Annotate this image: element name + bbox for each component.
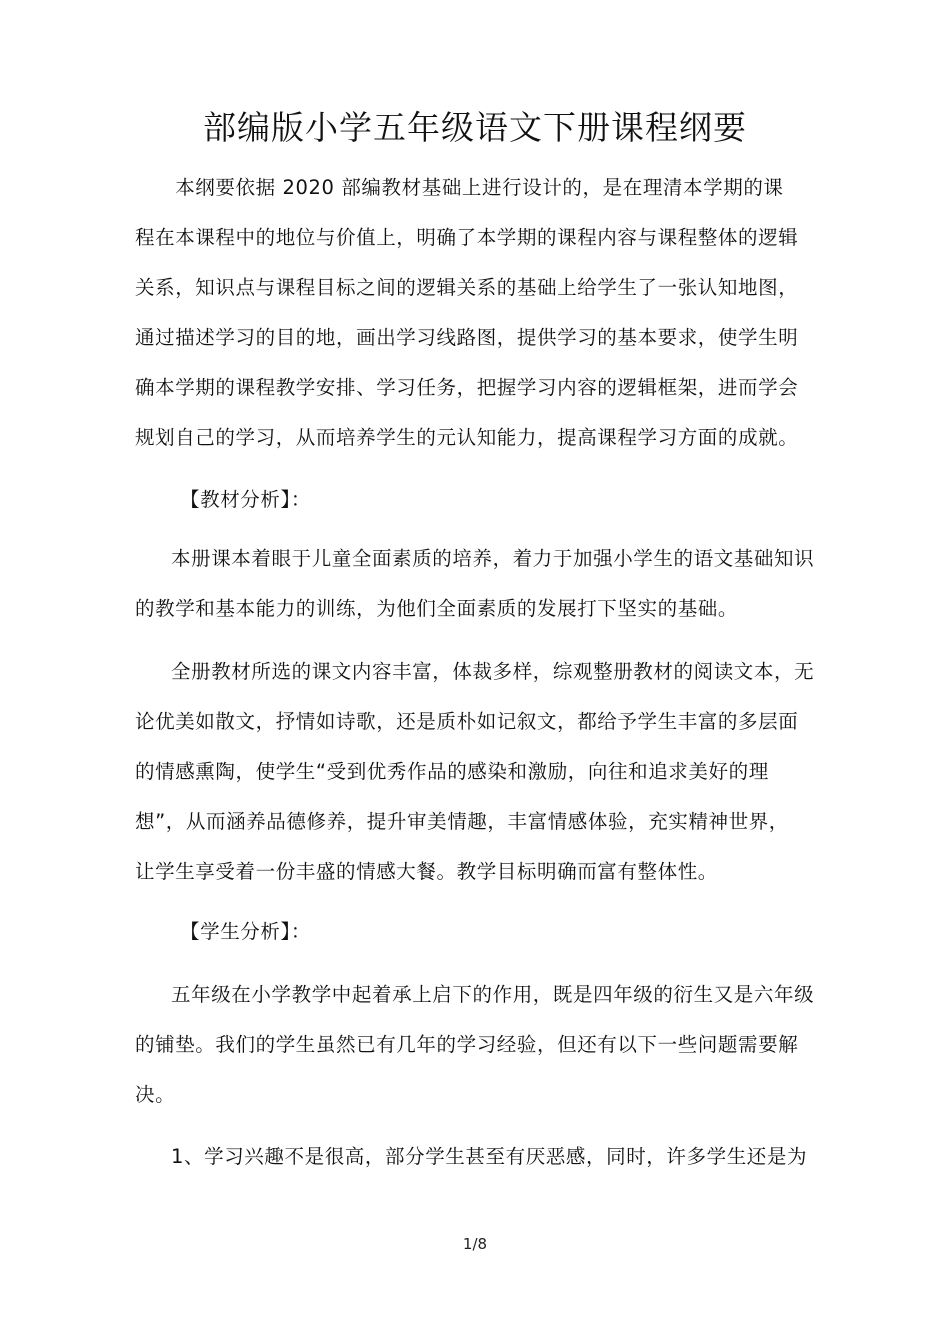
student-analysis-paragraph-1 [135, 970, 825, 1120]
section-heading-textbook-analysis: 【教材分析】： [180, 488, 311, 511]
intro-line: 本纲要依据 2020 部编教材基础上进行设计的，是在理清本学期的课 [135, 176, 784, 199]
paragraph-line: 的铺垫。我们的学生虽然已有几年的学习经验，但还有以下一些问题需要解 [135, 1033, 799, 1056]
intro-paragraph [135, 163, 825, 463]
paragraph-line: 全册教材所选的课文内容丰富，体裁多样，综观整册教材的阅读文本，无 [171, 660, 815, 683]
paragraph-line: 想”，从而涵养品德修养，提升审美情趣，丰富情感体验，充实精神世界， [135, 810, 789, 833]
intro-line: 确本学期的课程教学安排、学习任务，把握学习内容的逻辑框架，进而学会 [135, 376, 799, 399]
student-analysis-paragraph-2 [135, 1132, 825, 1182]
page-number: 1/8 [462, 1235, 488, 1253]
intro-line: 通过描述学习的目的地，画出学习线路图，提供学习的基本要求，使学生明 [135, 326, 799, 349]
section-heading-student-analysis: 【学生分析】： [180, 920, 311, 943]
document-title: 部编版小学五年级语文下册课程纲要 [203, 108, 747, 147]
paragraph-line: 的教学和基本能力的训练，为他们全面素质的发展打下坚实的基础。 [135, 597, 739, 620]
paragraph-line: 的情感熏陶，使学生“受到优秀作品的感染和激励，向往和追求美好的理 [135, 760, 769, 783]
intro-line: 关系，知识点与课程目标之间的逻辑关系的基础上给学生了一张认知地图， [135, 276, 799, 299]
paragraph-line: 1、学习兴趣不是很高，部分学生甚至有厌恶感，同时，许多学生还是为 [171, 1145, 808, 1168]
paragraph-line: 五年级在小学教学中起着承上启下的作用，既是四年级的衍生又是六年级 [171, 983, 815, 1006]
paragraph-line: 本册课本着眼于儿童全面素质的培养，着力于加强小学生的语文基础知识 [171, 547, 815, 570]
paragraph-line: 论优美如散文，抒情如诗歌，还是质朴如记叙文，都给予学生丰富的多层面 [135, 710, 799, 733]
paragraph-line: 让学生享受着一份丰盛的情感大餐。教学目标明确而富有整体性。 [135, 860, 718, 883]
intro-line: 程在本课程中的地位与价值上，明确了本学期的课程内容与课程整体的逻辑 [135, 226, 799, 249]
textbook-analysis-paragraph-1 [135, 534, 825, 634]
intro-line: 规划自己的学习，从而培养学生的元认知能力，提高课程学习方面的成就。 [135, 426, 799, 449]
paragraph-line: 决。 [135, 1083, 176, 1106]
textbook-analysis-paragraph-2 [135, 647, 825, 897]
